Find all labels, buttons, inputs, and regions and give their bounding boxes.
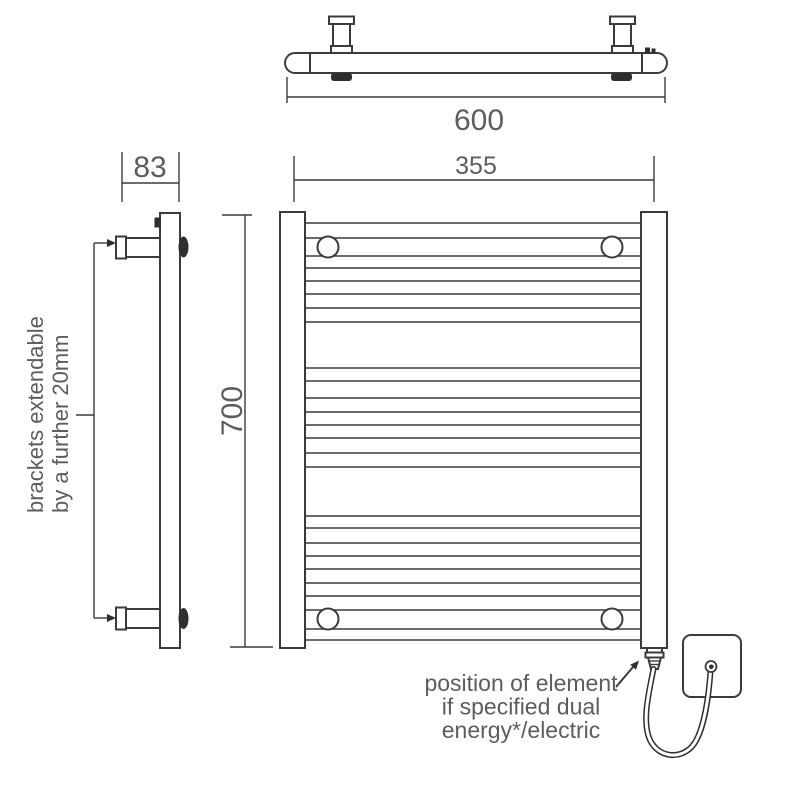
arrowhead-icon [107, 239, 116, 247]
side-view [23, 151, 189, 648]
top-view-tube [285, 53, 667, 73]
element-plug [646, 648, 664, 669]
note-arrow-line [616, 667, 633, 687]
cable-end [709, 665, 714, 670]
bracket-circles [318, 237, 623, 630]
brackets-note-line2: by a further 20mm [48, 334, 73, 513]
rung-end-profile [179, 237, 189, 258]
wall-bracket-circle [318, 609, 339, 630]
dim-label-355: 355 [455, 152, 497, 180]
side-view-top-bracket [116, 237, 160, 259]
side-view-tube [160, 213, 180, 648]
bracket-body [124, 609, 160, 628]
vent-nub-icon [652, 49, 656, 54]
bracket-cap [116, 237, 126, 259]
electric-element-assembly [424, 635, 741, 755]
element-note-line1: position of element [424, 670, 618, 696]
vent-nub-icon [645, 48, 650, 54]
dimension-83 [122, 151, 179, 202]
bracket-cap [610, 17, 635, 25]
bracket-foot [611, 73, 632, 81]
dim-label-700: 700 [216, 385, 249, 437]
dim-label-600: 600 [453, 104, 505, 137]
valve-nub-icon [155, 218, 162, 228]
bracket-cap [116, 608, 126, 630]
bracket-cap [329, 17, 354, 25]
bracket-flange [612, 46, 633, 53]
bracket-body [614, 24, 631, 46]
front-right-tube [641, 212, 667, 648]
wall-bracket-circle [318, 237, 339, 258]
front-left-tube [280, 212, 305, 648]
element-note-line2: if specified dual [441, 693, 601, 720]
wall-bracket-circle [602, 237, 623, 258]
rung-lines [305, 223, 641, 640]
rung-end-profile [179, 608, 189, 629]
dimension-700 [216, 215, 273, 647]
bracket-leader [76, 239, 116, 622]
element-note-line3: energy*/electric [441, 717, 601, 743]
arrowhead-icon [107, 614, 116, 622]
front-view [216, 152, 667, 648]
bracket-flange [331, 46, 352, 53]
bracket-body [124, 238, 160, 257]
side-view-bottom-bracket [116, 608, 160, 630]
bracket-body [333, 24, 350, 46]
top-view [285, 17, 667, 138]
brackets-note-line1: brackets extendable [23, 316, 48, 513]
bracket-foot [331, 73, 352, 81]
dimension-355 [294, 152, 654, 202]
dim-label-83: 83 [133, 151, 167, 184]
dimension-600 [287, 77, 665, 137]
wall-bracket-circle [602, 609, 623, 630]
